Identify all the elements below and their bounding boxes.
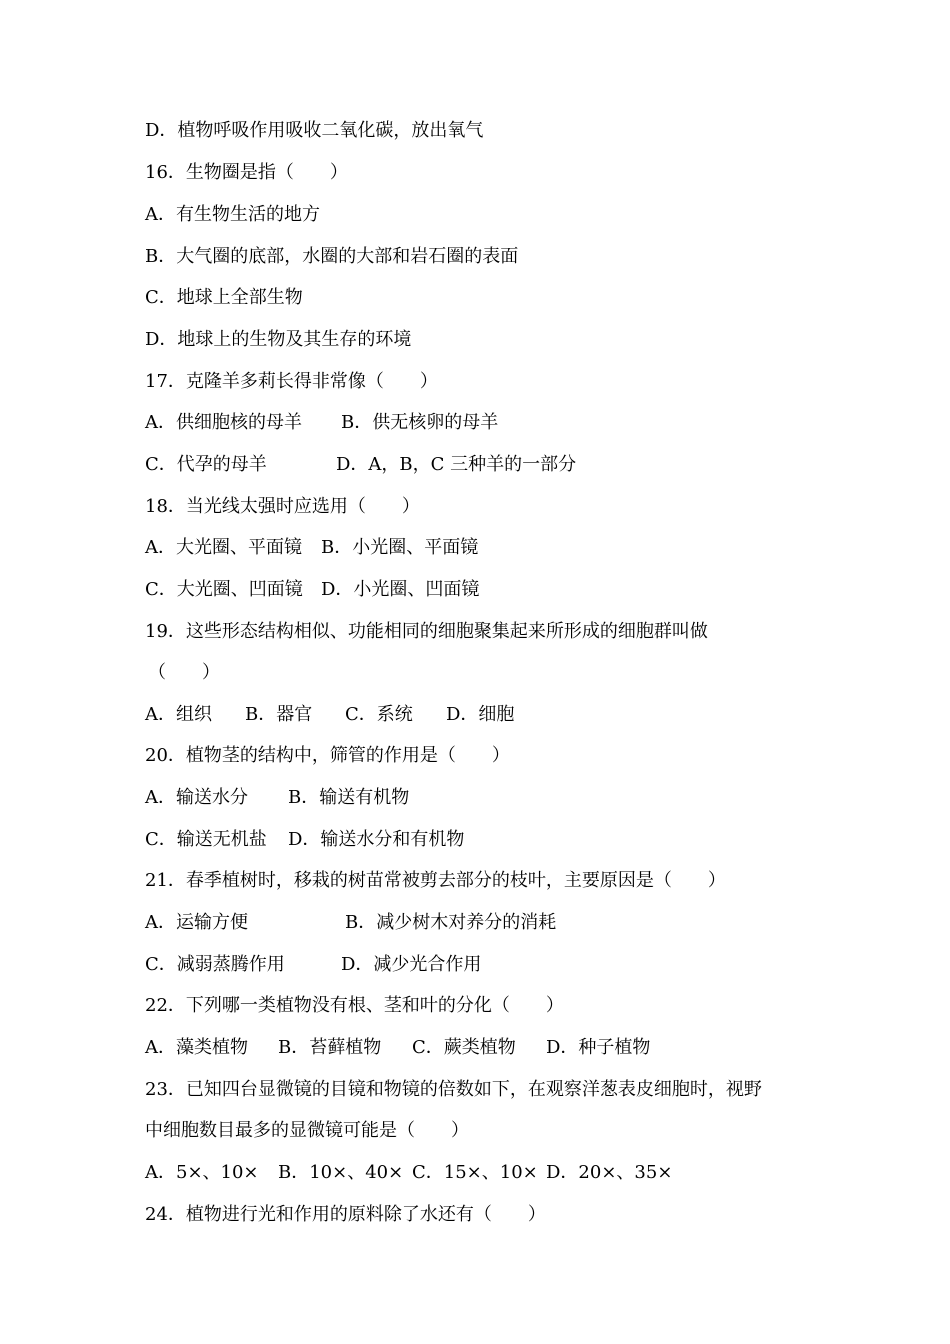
q18-option-d: D．小光圈、凹面镜 <box>321 579 480 600</box>
q21-option-c: C．减弱蒸腾作用 <box>145 954 285 975</box>
q20-option-c: C．输送无机盐 <box>145 829 267 850</box>
q17-option-d: D．A，B，C 三种羊的一部分 <box>336 454 577 475</box>
q22-option-c: C．蕨类植物 <box>412 1037 516 1058</box>
q17-stem: 17．克隆羊多莉长得非常像（ ） <box>145 371 438 392</box>
q21-option-d: D．减少光合作用 <box>341 954 482 975</box>
q16-option-a: A．有生物生活的地方 <box>145 204 320 225</box>
q19-stem-continued: （ ） <box>148 662 220 683</box>
q22-option-b: B．苔藓植物 <box>278 1037 382 1058</box>
q20-stem: 20．植物茎的结构中，筛管的作用是（ ） <box>145 745 510 766</box>
q19-option-d: D．细胞 <box>446 704 515 725</box>
q22-stem: 22．下列哪一类植物没有根、茎和叶的分化（ ） <box>145 995 564 1016</box>
q18-stem: 18．当光线太强时应选用（ ） <box>145 496 420 517</box>
q15-option-d: D．植物呼吸作用吸收二氧化碳，放出氧气 <box>145 120 484 141</box>
q19-option-a: A．组织 <box>145 704 212 725</box>
q23-option-a: A．5×、10× <box>145 1162 259 1183</box>
q20-option-d: D．输送水分和有机物 <box>288 829 465 850</box>
q22-option-d: D．种子植物 <box>546 1037 651 1058</box>
q23-stem: 23．已知四台显微镜的目镜和物镜的倍数如下，在观察洋葱表皮细胞时，视野 <box>145 1079 762 1100</box>
q17-option-b: B．供无核卵的母羊 <box>341 412 499 433</box>
q21-option-b: B．减少树木对养分的消耗 <box>345 912 557 933</box>
q24-stem: 24．植物进行光和作用的原料除了水还有（ ） <box>145 1204 546 1225</box>
q16-stem: 16．生物圈是指（ ） <box>145 162 348 183</box>
q22-option-a: A．藻类植物 <box>145 1037 248 1058</box>
q16-option-d: D．地球上的生物及其生存的环境 <box>145 329 412 350</box>
q17-option-c: C．代孕的母羊 <box>145 454 267 475</box>
q21-option-a: A．运输方便 <box>145 912 248 933</box>
q23-option-b: B．10×、40× <box>278 1162 404 1183</box>
q16-option-b: B．大气圈的底部，水圈的大部和岩石圈的表面 <box>145 246 519 267</box>
q20-option-a: A．输送水分 <box>145 787 248 808</box>
q20-option-b: B．输送有机物 <box>288 787 410 808</box>
q17-option-a: A．供细胞核的母羊 <box>145 412 302 433</box>
q19-option-c: C．系统 <box>345 704 413 725</box>
q19-stem: 19．这些形态结构相似、功能相同的细胞聚集起来所形成的细胞群叫做 <box>145 621 708 642</box>
q23-stem-continued: 中细胞数目最多的显微镜可能是（ ） <box>145 1120 469 1141</box>
q23-option-c: C．15×、10× <box>412 1162 538 1183</box>
q18-option-b: B．小光圈、平面镜 <box>321 537 479 558</box>
q16-option-c: C．地球上全部生物 <box>145 287 303 308</box>
q18-option-a: A．大光圈、平面镜 <box>145 537 302 558</box>
q19-option-b: B．器官 <box>245 704 313 725</box>
q18-option-c: C．大光圈、凹面镜 <box>145 579 303 600</box>
q23-option-d: D．20×、35× <box>546 1162 673 1183</box>
q21-stem: 21．春季植树时，移栽的树苗常被剪去部分的枝叶，主要原因是（ ） <box>145 870 726 891</box>
